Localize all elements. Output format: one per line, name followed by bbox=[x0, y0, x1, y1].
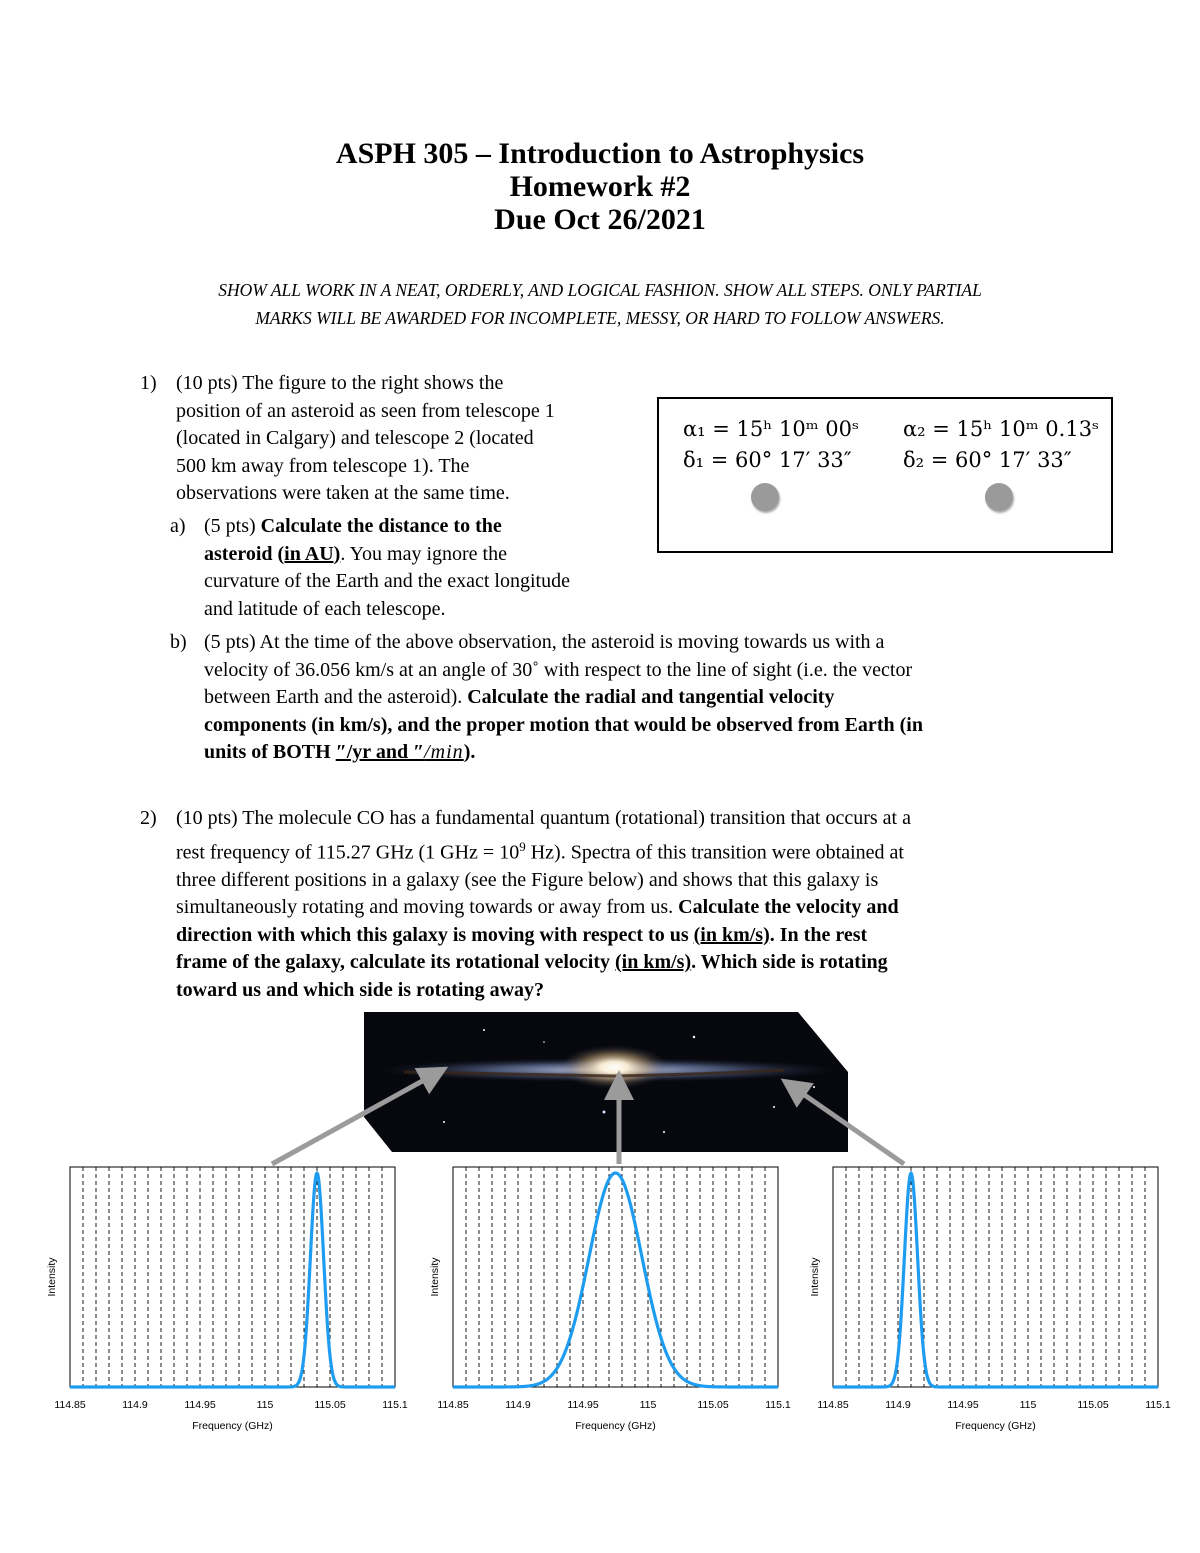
q1b-units-post: ). bbox=[463, 741, 476, 763]
x-tick-label: 114.95 bbox=[567, 1399, 599, 1411]
q2-line-pre: rest frequency of 115.27 GHz (1 GHz = 10 bbox=[176, 841, 520, 864]
q2-line: (10 pts) The molecule CO has a fundamental quantum (rotational) transition that occurs at a bbox=[176, 807, 911, 829]
q2-line: three different positions in a galaxy (see the Figure below) and shows that this galaxy is bbox=[176, 868, 879, 891]
telescope2-declination: δ₂ = 60° 17′ 33″ bbox=[903, 448, 1072, 472]
q2-question-cont3: frame of the galaxy, calculate its rotational velocity bbox=[176, 951, 615, 974]
q2-question-cont: direction with which this galaxy is moving with respect to us bbox=[176, 923, 694, 946]
instructions-line-2: MARKS WILL BE AWARDED FOR INCOMPLETE, MESSY, OR HARD TO FOLLOW ANSWERS. bbox=[255, 308, 945, 328]
asteroid-dot-telescope2 bbox=[985, 483, 1013, 511]
q1b-line: velocity of 36.056 km/s at an angle of 30˚ with respect to the line of sight (i.e. the vector bbox=[204, 658, 913, 681]
homework-number: Homework #2 bbox=[509, 170, 691, 203]
q1b-line: (5 pts) At the time of the above observation, the asteroid is moving towards us with a bbox=[204, 631, 885, 653]
spectrum-chart-left bbox=[40, 1160, 420, 1440]
x-tick-label: 114.9 bbox=[505, 1399, 531, 1411]
q1b-units-2: /min bbox=[424, 741, 464, 763]
q1-number: 1) bbox=[140, 372, 157, 394]
x-axis-label: Frequency (GHz) bbox=[575, 1420, 656, 1432]
q1b-question-cont: components (in km/s), and the proper motion that would be observed from Earth (in bbox=[204, 713, 923, 736]
q2-line-post: Hz). Spectra of this transition were obtained at bbox=[525, 841, 904, 864]
q2-text bbox=[176, 805, 1076, 1004]
q2-unit-1: (in km/s) bbox=[693, 923, 770, 946]
q2-question: Calculate the velocity and bbox=[678, 896, 899, 919]
q1a-text bbox=[204, 513, 664, 623]
x-tick-label: 115 bbox=[256, 1399, 274, 1411]
q1a-question: Calculate the distance to the bbox=[260, 515, 502, 537]
q1-line: (located in Calgary) and telescope 2 (located bbox=[176, 427, 534, 449]
q1a-question-cont: asteroid bbox=[204, 542, 273, 565]
x-tick-label: 115.05 bbox=[697, 1399, 729, 1411]
q1b-units-pre: units of BOTH bbox=[204, 741, 336, 763]
instructions-line-1: SHOW ALL WORK IN A NEAT, ORDERLY, AND LOGICAL FASHION. SHOW ALL STEPS. ONLY PARTIAL bbox=[218, 280, 982, 300]
y-axis-label: Intensity bbox=[809, 1257, 821, 1297]
x-tick-label: 114.85 bbox=[437, 1399, 469, 1411]
telescope1-declination: δ₁ = 60° 17′ 33″ bbox=[683, 448, 852, 472]
q2-number: 2) bbox=[140, 807, 157, 829]
q1b-text bbox=[204, 629, 1104, 767]
y-axis-label: Intensity bbox=[429, 1257, 441, 1297]
q1a-note-line: curvature of the Earth and the exact longitude bbox=[204, 570, 570, 592]
q1b-question: Calculate the radial and tangential velocity bbox=[467, 686, 835, 708]
plot-frame bbox=[70, 1167, 395, 1387]
x-tick-label: 115 bbox=[639, 1399, 657, 1411]
q1b-line-plain: between Earth and the asteroid). bbox=[204, 686, 468, 708]
q2-question-last: toward us and which side is rotating away? bbox=[176, 978, 545, 1001]
x-tick-label: 114.85 bbox=[817, 1399, 849, 1411]
x-tick-label: 115.05 bbox=[1077, 1399, 1109, 1411]
plot-frame bbox=[453, 1167, 778, 1387]
q1a-unit: (in AU) bbox=[277, 542, 341, 565]
q1b-units-1: ″/yr and ″ bbox=[335, 741, 425, 763]
q1a-note-line: and latitude of each telescope. bbox=[204, 597, 446, 620]
q1-line: 500 km away from telescope 1). The bbox=[176, 454, 470, 477]
x-tick-label: 114.9 bbox=[885, 1399, 911, 1411]
telescope2-right-ascension: α₂ = 15ʰ 10ᵐ 0.13ˢ bbox=[903, 417, 1100, 441]
x-tick-label: 114.95 bbox=[184, 1399, 216, 1411]
q2-unit-2: (in km/s) bbox=[614, 951, 692, 974]
asteroid-dot-telescope1 bbox=[751, 483, 779, 511]
asteroid-position-figure bbox=[657, 397, 1113, 553]
plot-frame bbox=[833, 1167, 1158, 1387]
x-tick-label: 115.1 bbox=[765, 1399, 791, 1411]
q1b-label: b) bbox=[170, 631, 187, 653]
q2-exponent: 9 bbox=[519, 838, 526, 854]
q1a-label: a) bbox=[170, 515, 186, 537]
x-tick-label: 115.1 bbox=[1145, 1399, 1171, 1411]
q2-question-cont2: . In the rest bbox=[769, 923, 868, 946]
q1-line: (10 pts) The figure to the right shows the bbox=[176, 372, 504, 394]
x-axis-label: Frequency (GHz) bbox=[955, 1420, 1036, 1432]
q2-line-plain: simultaneously rotating and moving towards or away from us. bbox=[176, 896, 679, 919]
spectrum-chart-right bbox=[803, 1160, 1183, 1440]
x-tick-label: 115.05 bbox=[314, 1399, 346, 1411]
y-axis-label: Intensity bbox=[46, 1257, 58, 1297]
spectrum-chart-center bbox=[423, 1160, 803, 1440]
x-axis-label: Frequency (GHz) bbox=[192, 1420, 273, 1432]
q1-line: position of an asteroid as seen from telescope 1 bbox=[176, 399, 555, 422]
x-tick-label: 114.95 bbox=[947, 1399, 979, 1411]
q1-text bbox=[176, 370, 646, 508]
due-date: Due Oct 26/2021 bbox=[494, 203, 706, 236]
q1a-pts: (5 pts) bbox=[204, 515, 256, 537]
q1a-note: . You may ignore the bbox=[340, 542, 507, 565]
x-tick-label: 114.85 bbox=[54, 1399, 86, 1411]
x-tick-label: 115 bbox=[1019, 1399, 1037, 1411]
edge-on-galaxy-image bbox=[364, 1012, 848, 1152]
course-title: ASPH 305 – Introduction to Astrophysics bbox=[335, 137, 865, 170]
telescope1-right-ascension: α₁ = 15ʰ 10ᵐ 00ˢ bbox=[683, 417, 860, 441]
q1-line: observations were taken at the same time. bbox=[176, 482, 510, 504]
x-tick-label: 114.9 bbox=[122, 1399, 148, 1411]
q2-question-cont4: . Which side is rotating bbox=[691, 951, 888, 974]
x-tick-label: 115.1 bbox=[382, 1399, 408, 1411]
